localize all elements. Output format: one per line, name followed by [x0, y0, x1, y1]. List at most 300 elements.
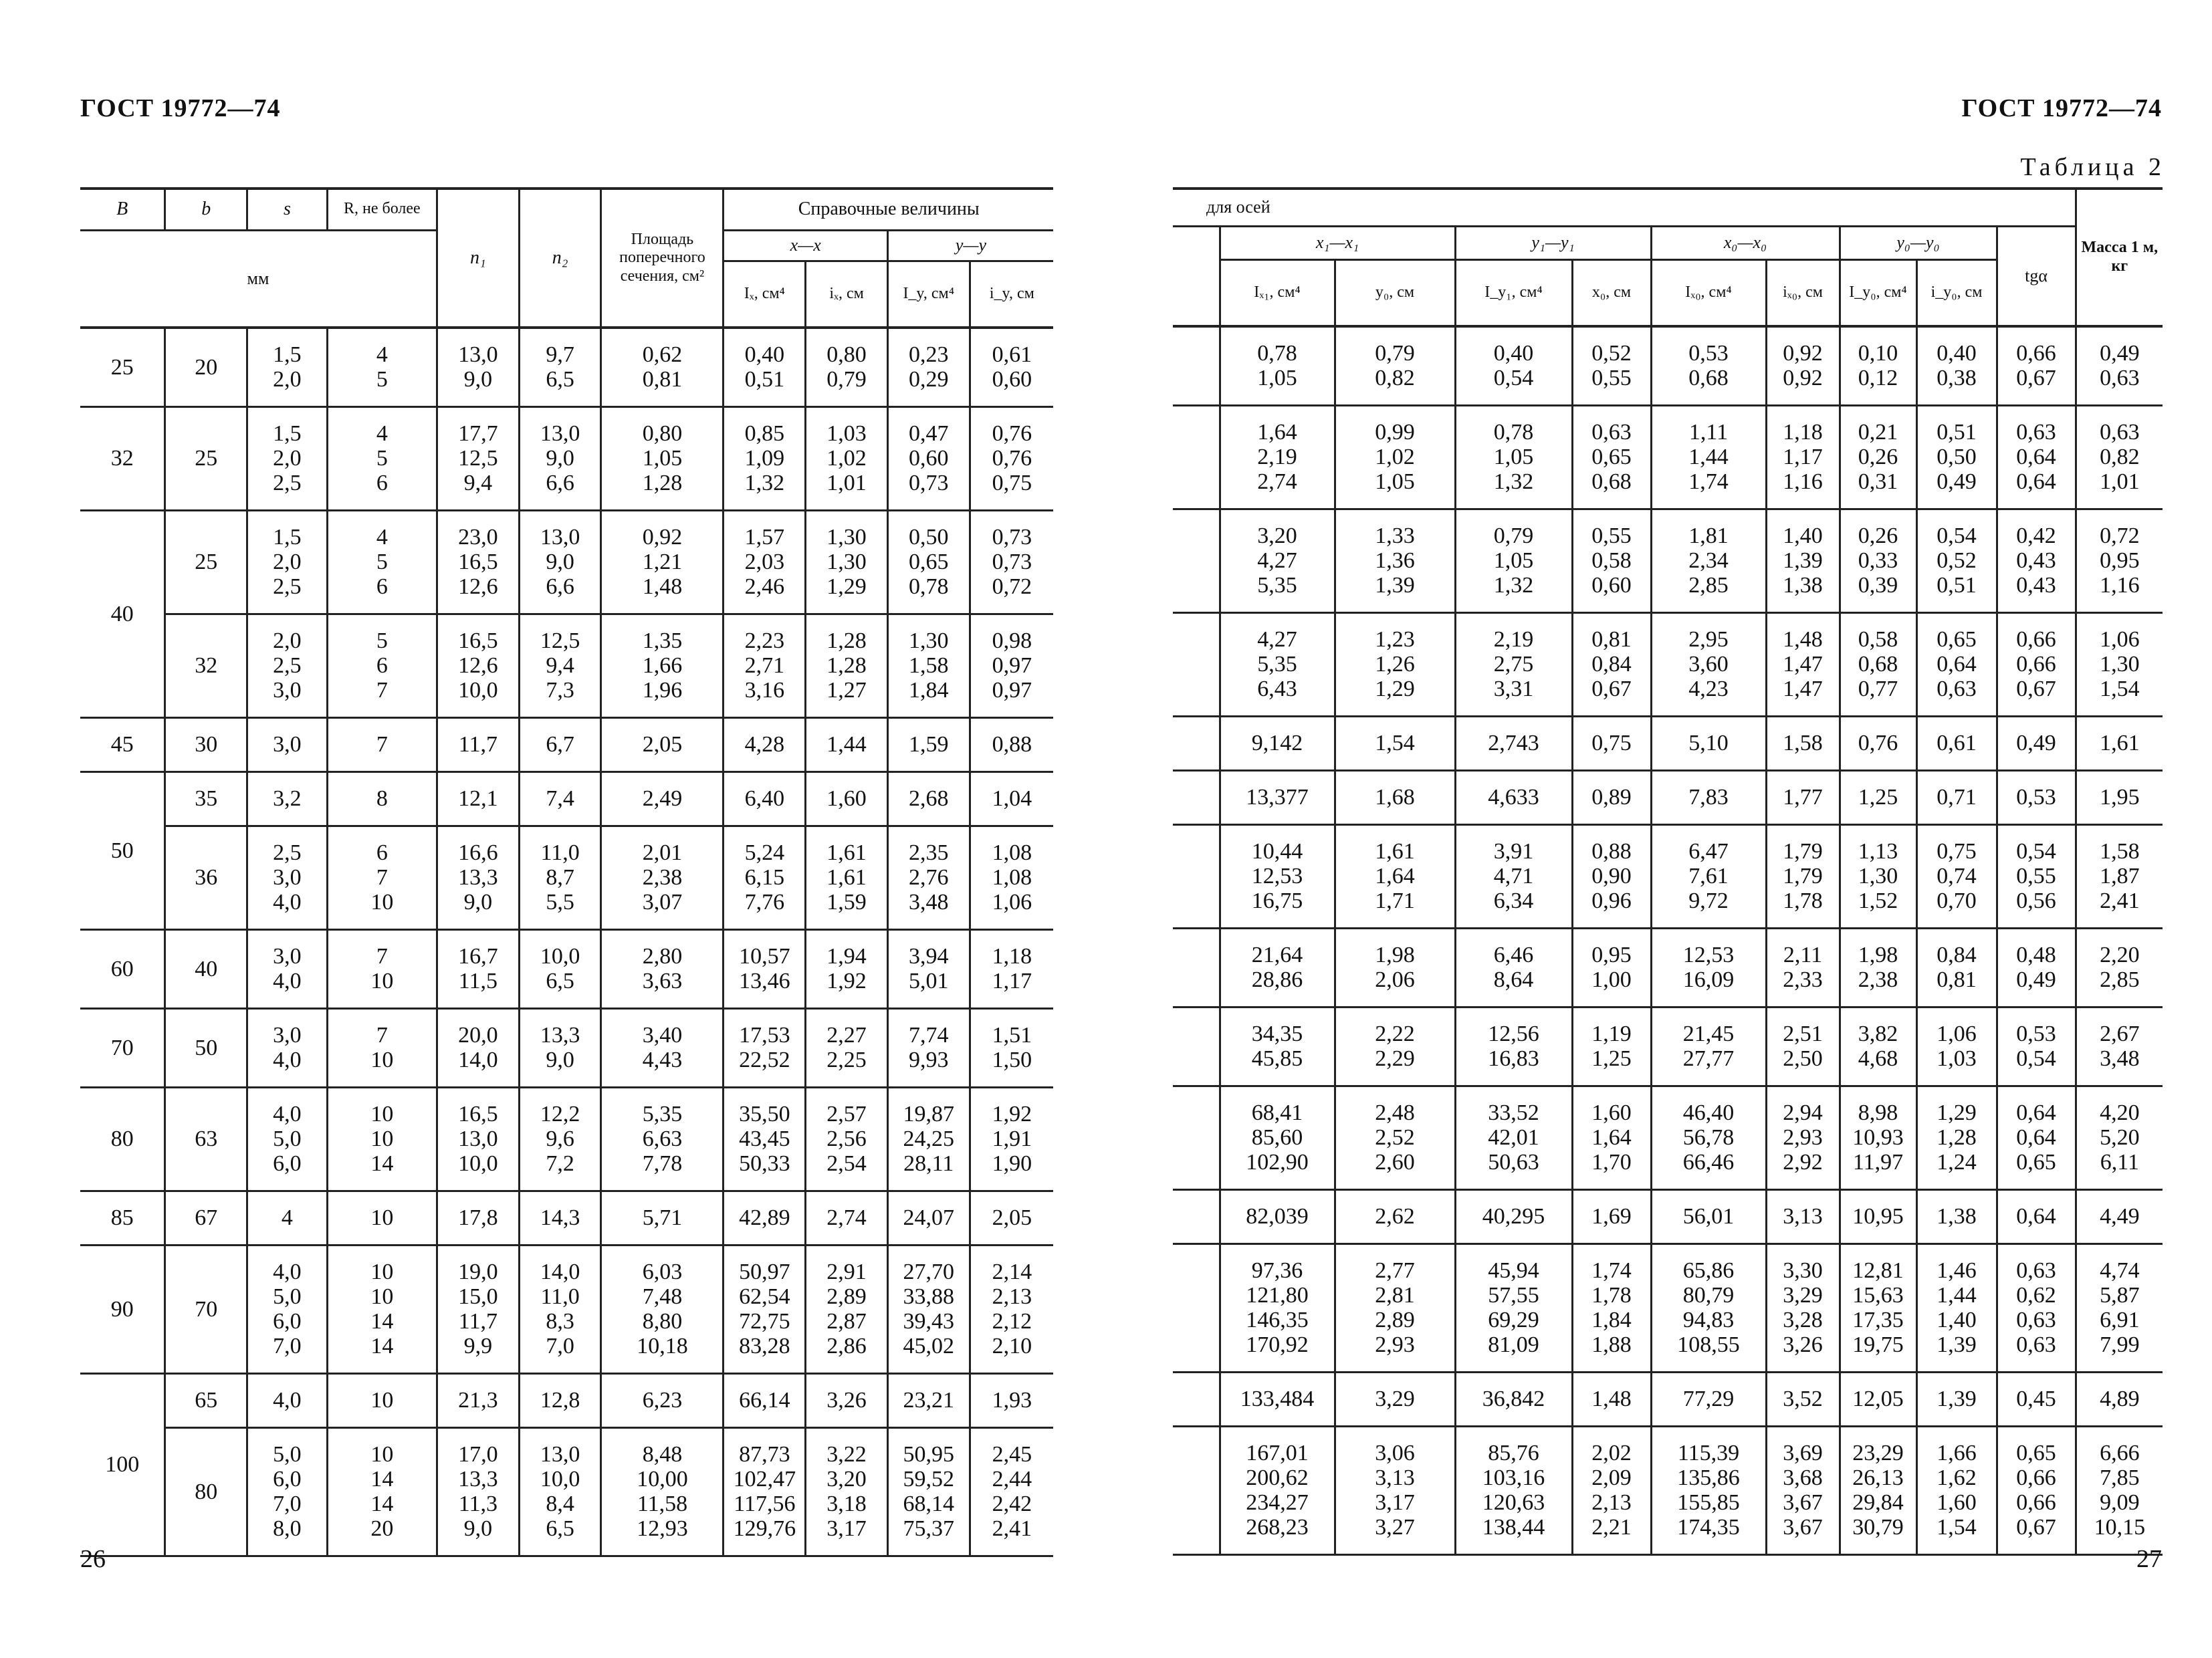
- cell-s-value: 1,5: [273, 421, 302, 446]
- cell-Ix0-value: 56,78: [1682, 1125, 1735, 1150]
- cell-x0-value: 1,84: [1591, 1308, 1632, 1332]
- cell-Iy-value: 0,47: [909, 421, 949, 446]
- col-ix0: iₓ₀, см: [1766, 259, 1840, 326]
- row-spacer: [1173, 1007, 1220, 1086]
- cell-iy-value: 2,42: [992, 1492, 1032, 1516]
- cell-R-value: 5: [376, 628, 388, 653]
- cell-Ix0-value: 46,40: [1682, 1100, 1735, 1125]
- cell-area: [601, 717, 724, 772]
- cell-Iy: [887, 614, 970, 717]
- cell-ix-value: 2,54: [826, 1151, 867, 1176]
- col-mass: Масса 1 м, кг: [2076, 189, 2163, 326]
- table-row: [1173, 1086, 2163, 1189]
- cell-x0-value: 0,88: [1591, 839, 1632, 864]
- cell-Iy1: [1455, 1372, 1572, 1426]
- cell-iy-value: 0,75: [992, 471, 1032, 495]
- cell-b: 25: [165, 510, 247, 614]
- profile-dimensions-table: [80, 187, 1053, 1557]
- cell-ix-value: 1,59: [826, 890, 867, 915]
- cell-x0-value: 0,65: [1591, 445, 1632, 469]
- cell-n2-value: 9,7: [546, 342, 574, 368]
- cell-tg: [1997, 326, 2076, 405]
- cell-tg: [1997, 928, 2076, 1007]
- cell-iy: [970, 1373, 1053, 1427]
- cell-n1-value: 19,0: [458, 1260, 498, 1284]
- cell-ix-value: 1,29: [826, 574, 867, 599]
- col-b: b: [165, 189, 247, 230]
- cell-x0-value: 0,81: [1591, 627, 1632, 652]
- cell-ix: [806, 328, 888, 406]
- cell-R-value: 14: [370, 1492, 394, 1516]
- cell-n2-value: 9,4: [546, 653, 574, 678]
- cell-n1-value: 16,7: [458, 944, 498, 969]
- cell-iy: [970, 1087, 1053, 1191]
- header-spacer: [1173, 226, 1220, 326]
- cell-n1: [437, 406, 520, 510]
- table-row: [1173, 405, 2163, 509]
- cell-n2-value: 9,0: [546, 446, 574, 471]
- cell-ix0-value: 0,92: [1783, 341, 1823, 366]
- cell-tg-value: 0,54: [2016, 1046, 2056, 1071]
- cell-Iy0-value: 1,30: [1858, 864, 1898, 889]
- cell-R-value: 7: [376, 865, 388, 890]
- cell-iy-value: 0,73: [992, 525, 1032, 550]
- cell-iy0-value: 1,66: [1937, 1441, 1977, 1465]
- cell-area-value: 3,63: [642, 969, 683, 993]
- col-area: Площадь поперечного сечения, см²: [601, 189, 724, 328]
- row-spacer: [1173, 824, 1220, 928]
- cell-ix0-value: 1,17: [1783, 445, 1823, 469]
- cell-x0-value: 2,21: [1591, 1515, 1632, 1540]
- cell-Iy-value: 0,65: [909, 550, 949, 574]
- cell-B: 60: [80, 929, 165, 1008]
- cell-mass-value: 2,67: [2100, 1022, 2140, 1046]
- cell-s-value: 8,0: [273, 1516, 302, 1541]
- cell-s: [247, 1373, 328, 1427]
- cell-iy-value: 0,61: [992, 342, 1032, 368]
- cell-y0: [1335, 326, 1455, 405]
- cell-iy0-value: 0,61: [1937, 731, 1977, 755]
- cell-s: [247, 1087, 328, 1191]
- cell-x0-value: 1,64: [1591, 1125, 1632, 1150]
- cell-area-value: 1,35: [642, 628, 683, 653]
- cell-x0-value: 2,02: [1591, 1441, 1632, 1465]
- cell-Ix1-value: 234,27: [1246, 1490, 1309, 1515]
- cell-Ix-value: 50,97: [739, 1260, 790, 1284]
- cell-Ix0-value: 6,47: [1688, 839, 1729, 864]
- axis-y0-header: y₀—y₀: [1840, 226, 1997, 259]
- cell-Iy0-value: 0,68: [1858, 652, 1898, 677]
- cell-area: [601, 1373, 724, 1427]
- cell-n2-value: 9,0: [546, 550, 574, 574]
- cell-Ix-value: 62,54: [739, 1284, 790, 1309]
- cell-n2-value: 6,6: [546, 471, 574, 495]
- cell-y0-value: 1,39: [1375, 573, 1415, 598]
- cell-Ix0-value: 1,81: [1688, 523, 1729, 548]
- cell-n1: [437, 1427, 520, 1556]
- cell-ix-value: 1,28: [826, 628, 867, 653]
- cell-tg-value: 0,66: [2016, 1465, 2056, 1490]
- cell-Iy-value: 33,88: [903, 1284, 955, 1309]
- cell-area-value: 0,81: [642, 367, 683, 392]
- cell-Ix-value: 0,51: [744, 367, 785, 392]
- cell-iy-value: 1,17: [992, 969, 1032, 993]
- cell-ix: [806, 772, 888, 826]
- cell-iy0-value: 0,52: [1937, 548, 1977, 573]
- cell-y0-value: 3,29: [1375, 1387, 1415, 1411]
- cell-iy0-value: 1,28: [1937, 1125, 1977, 1150]
- cell-tg: [1997, 824, 2076, 928]
- cell-iy: [970, 614, 1053, 717]
- cell-Ix1-value: 12,53: [1251, 864, 1303, 889]
- cell-Ix: [724, 772, 806, 826]
- col-n1: n₁: [437, 189, 520, 328]
- cell-n2-value: 14,0: [540, 1260, 580, 1284]
- cell-Iy1-value: 0,54: [1493, 366, 1534, 391]
- cell-iy0-value: 0,54: [1937, 523, 1977, 548]
- cell-n2: [519, 772, 601, 826]
- cell-Iy0: [1840, 1426, 1916, 1554]
- cell-s-value: 4,0: [273, 1388, 302, 1413]
- cell-area: [601, 1008, 724, 1087]
- cell-Iy1-value: 120,63: [1482, 1490, 1545, 1515]
- cell-Ix0-value: 115,39: [1677, 1441, 1740, 1465]
- cell-y0: [1335, 1426, 1455, 1554]
- cell-Iy1-value: 2,75: [1493, 652, 1534, 677]
- cell-ix-value: 2,89: [826, 1284, 867, 1309]
- cell-Ix-value: 102,47: [733, 1467, 796, 1492]
- cell-n1-value: 12,6: [458, 653, 498, 678]
- cell-iy0: [1916, 326, 1997, 405]
- cell-iy0-value: 1,46: [1937, 1258, 1977, 1283]
- cell-Ix-value: 129,76: [733, 1516, 796, 1541]
- cell-ix-value: 1,44: [826, 732, 867, 757]
- cell-s-value: 3,0: [273, 678, 302, 703]
- cell-n1-value: 13,0: [458, 1127, 498, 1151]
- col-R: R, не более: [327, 189, 437, 230]
- cell-Iy-value: 0,29: [909, 367, 949, 392]
- cell-iy0-value: 1,06: [1937, 1022, 1977, 1046]
- cell-Iy: [887, 826, 970, 929]
- cell-R: [327, 1008, 437, 1087]
- cell-Ix0-value: 0,53: [1688, 341, 1729, 366]
- cell-tg: [1997, 509, 2076, 612]
- cell-x0-value: 0,89: [1591, 785, 1632, 810]
- cell-x0-value: 0,68: [1591, 469, 1632, 494]
- cell-n2-value: 10,0: [540, 1467, 580, 1492]
- cell-Ix0-value: 66,46: [1682, 1150, 1735, 1175]
- cell-b: 67: [165, 1191, 247, 1245]
- cell-Ix-value: 2,23: [744, 628, 785, 653]
- cell-ix0: [1766, 612, 1840, 716]
- cell-Iy-value: 24,07: [903, 1205, 955, 1230]
- cell-Ix0: [1651, 716, 1766, 770]
- cell-Ix-value: 72,75: [739, 1309, 790, 1334]
- table-row: [1173, 928, 2163, 1007]
- cell-mass-value: 6,11: [2100, 1150, 2139, 1175]
- cell-area: [601, 406, 724, 510]
- cell-area: [601, 1427, 724, 1556]
- cell-x0-value: 0,60: [1591, 573, 1632, 598]
- cell-Iy1-value: 16,83: [1488, 1046, 1539, 1071]
- cell-iy0-value: 1,39: [1937, 1332, 1977, 1357]
- cell-Ix0-value: 1,44: [1688, 445, 1729, 469]
- cell-mass: [2076, 824, 2163, 928]
- cell-iy-value: 1,08: [992, 865, 1032, 890]
- cell-s-value: 3,2: [273, 786, 302, 811]
- cell-Iy1-value: 3,31: [1493, 677, 1534, 701]
- cell-Iy1-value: 6,46: [1493, 943, 1534, 967]
- cell-tg-value: 0,65: [2016, 1441, 2056, 1465]
- cell-area-value: 1,28: [642, 471, 683, 495]
- cell-area: [601, 826, 724, 929]
- cell-ix-value: 3,17: [826, 1516, 867, 1541]
- cell-B: 80: [80, 1087, 165, 1191]
- standard-header-left: ГОСТ 19772—74: [80, 94, 281, 122]
- cell-Ix1-value: 170,92: [1246, 1332, 1309, 1357]
- axis-y-header: y—y: [887, 230, 1053, 261]
- cell-x0-value: 0,63: [1591, 420, 1632, 445]
- cell-b: 35: [165, 772, 247, 826]
- cell-n1-value: 12,5: [458, 446, 498, 471]
- cell-mass-value: 4,74: [2100, 1258, 2140, 1283]
- cell-iy-value: 1,06: [992, 890, 1032, 915]
- cell-Iy0-value: 0,26: [1858, 445, 1898, 469]
- cell-Ix1-value: 133,484: [1240, 1387, 1315, 1411]
- table-row: [80, 1087, 1053, 1191]
- axis-x1-header: x₁—x₁: [1220, 226, 1455, 259]
- cell-y0-value: 0,82: [1375, 366, 1415, 391]
- cell-Ix0-value: 80,79: [1682, 1283, 1735, 1308]
- cell-x0: [1572, 1426, 1651, 1554]
- mm-unit: мм: [80, 230, 437, 328]
- cell-tg-value: 0,67: [2016, 366, 2056, 391]
- cell-ix-value: 0,79: [826, 367, 867, 392]
- cell-iy: [970, 826, 1053, 929]
- cell-Iy1: [1455, 509, 1572, 612]
- cell-x0-value: 1,60: [1591, 1100, 1632, 1125]
- cell-n2-value: 12,5: [540, 628, 580, 653]
- table-row: [1173, 1244, 2163, 1372]
- cell-R: [327, 406, 437, 510]
- cell-area-value: 1,96: [642, 678, 683, 703]
- cell-Iy-value: 45,02: [903, 1334, 955, 1358]
- cell-R-value: 7: [376, 1023, 388, 1048]
- cell-n2-value: 7,0: [546, 1334, 574, 1358]
- cell-Iy0: [1840, 928, 1916, 1007]
- cell-Ix1: [1220, 1086, 1335, 1189]
- cell-s: [247, 826, 328, 929]
- cell-Iy1: [1455, 1189, 1572, 1244]
- cell-x0-value: 1,74: [1591, 1258, 1632, 1283]
- cell-iy0-value: 0,51: [1937, 420, 1977, 445]
- cell-tg-value: 0,53: [2016, 1022, 2056, 1046]
- cell-mass: [2076, 1426, 2163, 1554]
- cell-n2-value: 9,0: [546, 1048, 574, 1072]
- cell-Iy1: [1455, 1086, 1572, 1189]
- cell-R-value: 14: [370, 1309, 394, 1334]
- cell-Ix0: [1651, 1086, 1766, 1189]
- col-Ix0: Iₓ₀, см⁴: [1651, 259, 1766, 326]
- cell-x0: [1572, 509, 1651, 612]
- cell-B: 50: [80, 772, 165, 929]
- cell-y0-value: 1,05: [1375, 469, 1415, 494]
- cell-Ix1-value: 0,78: [1257, 341, 1297, 366]
- cell-Iy1: [1455, 716, 1572, 770]
- cell-Ix1-value: 82,039: [1246, 1204, 1309, 1229]
- cell-B: 90: [80, 1245, 165, 1373]
- cell-Ix1-value: 5,35: [1257, 573, 1297, 598]
- cell-n1-value: 10,0: [458, 1151, 498, 1176]
- cell-Ix0-value: 12,53: [1682, 943, 1735, 967]
- cell-tg-value: 0,66: [2016, 652, 2056, 677]
- cell-tg-value: 0,66: [2016, 627, 2056, 652]
- col-n2: n₂: [519, 189, 601, 328]
- cell-area-value: 7,78: [642, 1151, 683, 1176]
- cell-Iy1-value: 6,34: [1493, 889, 1534, 913]
- cell-s-value: 5,0: [273, 1284, 302, 1309]
- cell-ix: [806, 929, 888, 1008]
- cell-ix0: [1766, 326, 1840, 405]
- cell-B: 40: [80, 510, 165, 717]
- cell-ix0-value: 3,26: [1783, 1332, 1823, 1357]
- cell-n1-value: 12,6: [458, 574, 498, 599]
- cell-tg-value: 0,63: [2016, 1308, 2056, 1332]
- cell-Iy: [887, 406, 970, 510]
- cell-x0-value: 0,67: [1591, 677, 1632, 701]
- cell-R-value: 4: [376, 525, 388, 550]
- cell-Iy1-value: 0,78: [1493, 420, 1534, 445]
- cell-Ix1-value: 9,142: [1251, 731, 1303, 755]
- cell-iy-value: 1,51: [992, 1023, 1032, 1048]
- cell-Ix-value: 13,46: [739, 969, 790, 993]
- cell-y0-value: 2,89: [1375, 1308, 1415, 1332]
- cell-n2: [519, 406, 601, 510]
- cell-y0: [1335, 509, 1455, 612]
- cell-n2: [519, 614, 601, 717]
- ref-values-header: Справочные величины: [724, 189, 1053, 230]
- cell-ix0: [1766, 1086, 1840, 1189]
- cell-ix0: [1766, 770, 1840, 824]
- cell-tg-value: 0,49: [2016, 731, 2056, 755]
- cell-area: [601, 929, 724, 1008]
- cell-Iy-value: 0,23: [909, 342, 949, 368]
- cell-iy-value: 0,76: [992, 421, 1032, 446]
- cell-iy0-value: 0,49: [1937, 469, 1977, 494]
- cell-Iy0: [1840, 770, 1916, 824]
- cell-Ix: [724, 1191, 806, 1245]
- cell-x0: [1572, 612, 1651, 716]
- cell-Iy1-value: 36,842: [1482, 1387, 1545, 1411]
- page-number-left: 26: [80, 1545, 106, 1573]
- cell-ix: [806, 1008, 888, 1087]
- cell-Ix0-value: 2,34: [1688, 548, 1729, 573]
- cell-R-value: 10: [370, 1388, 394, 1413]
- cell-x0-value: 0,95: [1591, 943, 1632, 967]
- cell-mass-value: 6,66: [2100, 1441, 2140, 1465]
- cell-Ix-value: 2,03: [744, 550, 785, 574]
- cell-s-value: 5,0: [273, 1127, 302, 1151]
- cell-iy0-value: 0,38: [1937, 366, 1977, 391]
- cell-B: 70: [80, 1008, 165, 1087]
- row-spacer: [1173, 509, 1220, 612]
- cell-Ix1: [1220, 928, 1335, 1007]
- cell-iy: [970, 1191, 1053, 1245]
- cell-Ix-value: 0,85: [744, 421, 785, 446]
- cell-y0-value: 1,29: [1375, 677, 1415, 701]
- cell-y0: [1335, 405, 1455, 509]
- cell-mass-value: 6,91: [2100, 1308, 2140, 1332]
- cell-Iy0-value: 0,31: [1858, 469, 1898, 494]
- cell-R: [327, 929, 437, 1008]
- cell-n2-value: 14,3: [540, 1205, 580, 1230]
- cell-y0-value: 3,17: [1375, 1490, 1415, 1515]
- cell-n1-value: 10,0: [458, 678, 498, 703]
- cell-mass: [2076, 1007, 2163, 1086]
- cell-iy0-value: 1,38: [1937, 1204, 1977, 1229]
- cell-R-value: 10: [370, 969, 394, 993]
- cell-Iy0-value: 0,33: [1858, 548, 1898, 573]
- cell-x0: [1572, 1086, 1651, 1189]
- cell-b: 25: [165, 406, 247, 510]
- cell-iy0-value: 1,62: [1937, 1465, 1977, 1490]
- cell-s-value: 4,0: [273, 1102, 302, 1127]
- table-label: Таблица 2: [2020, 153, 2165, 181]
- cell-area-value: 8,48: [642, 1442, 683, 1467]
- cell-mass-value: 1,16: [2100, 573, 2140, 598]
- cell-ix0-value: 2,93: [1783, 1125, 1823, 1150]
- cell-Ix0: [1651, 326, 1766, 405]
- cell-s: [247, 328, 328, 406]
- cell-s-value: 2,5: [273, 471, 302, 495]
- cell-ix0: [1766, 928, 1840, 1007]
- cell-Iy1: [1455, 405, 1572, 509]
- cell-n2: [519, 1245, 601, 1373]
- row-spacer: [1173, 1244, 1220, 1372]
- cell-x0: [1572, 770, 1651, 824]
- cell-iy0-value: 0,50: [1937, 445, 1977, 469]
- cell-ix0-value: 1,40: [1783, 523, 1823, 548]
- cell-Iy-value: 0,78: [909, 574, 949, 599]
- cell-y0-value: 1,68: [1375, 785, 1415, 810]
- cell-ix0-value: 3,68: [1783, 1465, 1823, 1490]
- cell-Ix0-value: 16,09: [1682, 967, 1735, 992]
- cell-n1: [437, 826, 520, 929]
- cell-Ix0-value: 9,72: [1688, 889, 1729, 913]
- cell-Ix1-value: 268,23: [1246, 1515, 1309, 1540]
- cell-n2: [519, 1087, 601, 1191]
- cell-n2-value: 7,3: [546, 678, 574, 703]
- cell-iy0-value: 1,40: [1937, 1308, 1977, 1332]
- cell-ix0-value: 1,38: [1783, 573, 1823, 598]
- cell-tg-value: 0,62: [2016, 1283, 2056, 1308]
- cell-Iy: [887, 1087, 970, 1191]
- cell-y0-value: 2,81: [1375, 1283, 1415, 1308]
- cell-s-value: 4,0: [273, 969, 302, 993]
- cell-iy-value: 1,04: [992, 786, 1032, 811]
- cell-tg: [1997, 1086, 2076, 1189]
- cell-mass-value: 1,58: [2100, 839, 2140, 864]
- cell-Iy0-value: 11,97: [1852, 1150, 1904, 1175]
- cell-area-value: 2,01: [642, 840, 683, 865]
- cell-Ix1-value: 4,27: [1257, 627, 1297, 652]
- cell-ix-value: 1,03: [826, 421, 867, 446]
- cell-Iy1-value: 1,32: [1493, 573, 1534, 598]
- cell-Iy-value: 39,43: [903, 1309, 955, 1334]
- cell-ix-value: 1,01: [826, 471, 867, 495]
- cell-area-value: 5,71: [642, 1205, 683, 1230]
- cell-R: [327, 1373, 437, 1427]
